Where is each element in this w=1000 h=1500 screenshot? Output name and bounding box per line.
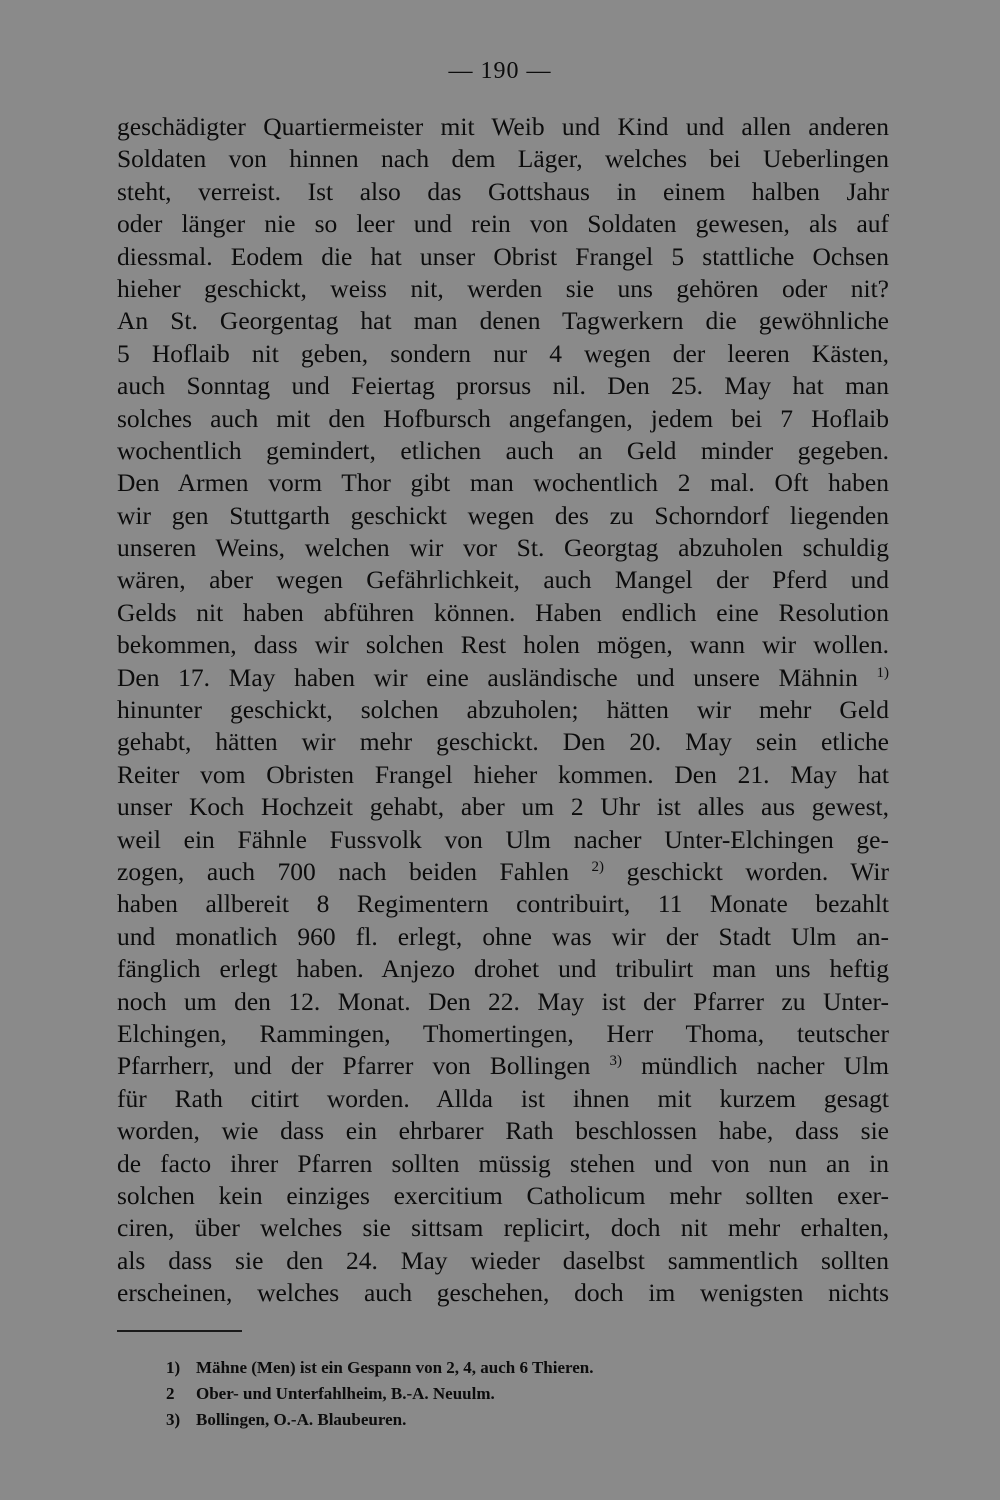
text-line-with-footnote-ref (117, 662, 889, 694)
text-line: hinunter geschickt, solchen abzuholen; hätten wir mehr Geld (117, 695, 889, 725)
footnote-text: Ober- und Unterfahlheim, B.-A. Neuulm. (196, 1384, 495, 1403)
text-segment: zogen, auch 700 nach beiden Fahlen (117, 856, 569, 886)
text-segment: Pfarrherr, und der Pfarrer von Bollingen (117, 1051, 591, 1081)
footnote-ref-2: 2) (591, 858, 605, 875)
text-line: Reiter vom Obristen Frangel hieher kommen. Den 21. May hat (117, 759, 889, 789)
text-line: wochentlich gemindert, etlichen auch an Geld minder gegeben. (117, 435, 889, 465)
footnote-2 (166, 1381, 866, 1407)
footnote-mark: 1) (166, 1358, 181, 1377)
text-segment: geschickt worden. Wir (626, 856, 890, 886)
text-line: wären, aber wegen Gefährlichkeit, auch Mangel der Pferd und (117, 565, 889, 595)
text-line-with-footnote-ref (117, 856, 889, 888)
footnote-1 (166, 1355, 866, 1381)
text-line: diessmal. Eodem die hat unser Obrist Frangel 5 stattliche Ochsen (117, 241, 889, 271)
text-line: unseren Weins, welchen wir vor St. Georgtag abzuholen schuldig (117, 533, 889, 563)
text-line: haben allbereit 8 Regimentern contribuirt, 11 Monate bezahlt (117, 889, 889, 919)
text-line: weil ein Fähnle Fussvolk von Ulm nacher Unter-Elchingen ge- (117, 824, 889, 854)
text-line: Den Armen vorm Thor gibt man wochentlich 2 mal. Oft haben (117, 468, 889, 498)
text-line: hieher geschickt, weiss nit, werden sie uns gehören oder nit? (117, 273, 889, 303)
text-line: Gelds nit haben abführen können. Haben endlich eine Resolution (117, 597, 889, 627)
text-line: de facto ihrer Pfarren sollten müssig stehen und von nun an in (117, 1148, 889, 1178)
text-line: worden, wie dass ein ehrbarer Rath beschlossen habe, dass sie (117, 1116, 889, 1146)
footnote-mark: 3) (166, 1410, 181, 1429)
text-line: als dass sie den 24. May wieder daselbst sammentlich sollten (117, 1245, 889, 1275)
text-line: fänglich erlegt haben. Anjezo drohet und tribulirt man uns heftig (117, 954, 889, 984)
text-line: solches auch mit den Hofbursch angefangen, jedem bei 7 Hoflaib (117, 403, 889, 433)
text-line: solchen kein einziges exercitium Catholicum mehr sollten exer- (117, 1180, 889, 1210)
text-line: wir gen Stuttgarth geschickt wegen des zu Schorndorf liegenden (117, 500, 889, 530)
footnotes (166, 1355, 866, 1433)
text-line: oder länger nie so leer und rein von Soldaten gewesen, als auf (117, 209, 889, 239)
footnote-divider (117, 1330, 242, 1332)
text-line: steht, verreist. Ist also das Gottshaus in einem halben Jahr (117, 176, 889, 206)
text-line: erscheinen, welches auch geschehen, doch im wenigsten nichts (117, 1278, 889, 1308)
footnote-ref-1: 1) (876, 664, 890, 681)
footnote-text: Mähne (Men) ist ein Gespann von 2, 4, auch 6 Thieren. (196, 1358, 594, 1377)
text-line: An St. Georgentag hat man denen Tagwerkern die gewöhnliche (117, 306, 889, 336)
footnote-text: Bollingen, O.-A. Blaubeuren. (196, 1410, 407, 1429)
text-line-with-footnote-ref (117, 1050, 889, 1082)
text-line: 5 Hoflaib nit geben, sondern nur 4 wegen der leeren Kästen, (117, 338, 889, 368)
text-line: noch um den 12. Monat. Den 22. May ist der Pfarrer zu Unter- (117, 986, 889, 1016)
text-line: ciren, über welches sie sittsam replicirt, doch nit mehr erhalten, (117, 1213, 889, 1243)
text-line: bekommen, dass wir solchen Rest holen mögen, wann wir wollen. (117, 630, 889, 660)
text-line: für Rath citirt worden. Allda ist ihnen mit kurzem gesagt (117, 1083, 889, 1113)
text-line: auch Sonntag und Feiertag prorsus nil. Den 25. May hat man (117, 371, 889, 401)
footnote-mark: 2 (166, 1384, 175, 1403)
main-text (117, 111, 889, 1309)
text-line: und monatlich 960 fl. erlegt, ohne was wir der Stadt Ulm an- (117, 921, 889, 951)
footnote-ref-3: 3) (609, 1053, 623, 1070)
text-line: Soldaten von hinnen nach dem Läger, welches bei Ueberlingen (117, 144, 889, 174)
text-segment: Den 17. May haben wir eine ausländische und unsere Mähnin (117, 662, 858, 692)
text-line: Elchingen, Rammingen, Thomertingen, Herr Thoma, teutscher (117, 1018, 889, 1048)
footnote-3 (166, 1407, 866, 1433)
text-line: geschädigter Quartiermeister mit Weib und Kind und allen anderen (117, 112, 889, 141)
page-number: — 190 — (448, 58, 552, 84)
text-line: unser Koch Hochzeit gehabt, aber um 2 Uhr ist alles aus gewest, (117, 792, 889, 822)
text-segment: mündlich nacher Ulm (641, 1051, 889, 1081)
text-line: gehabt, hätten wir mehr geschickt. Den 20. May sein etliche (117, 727, 889, 757)
